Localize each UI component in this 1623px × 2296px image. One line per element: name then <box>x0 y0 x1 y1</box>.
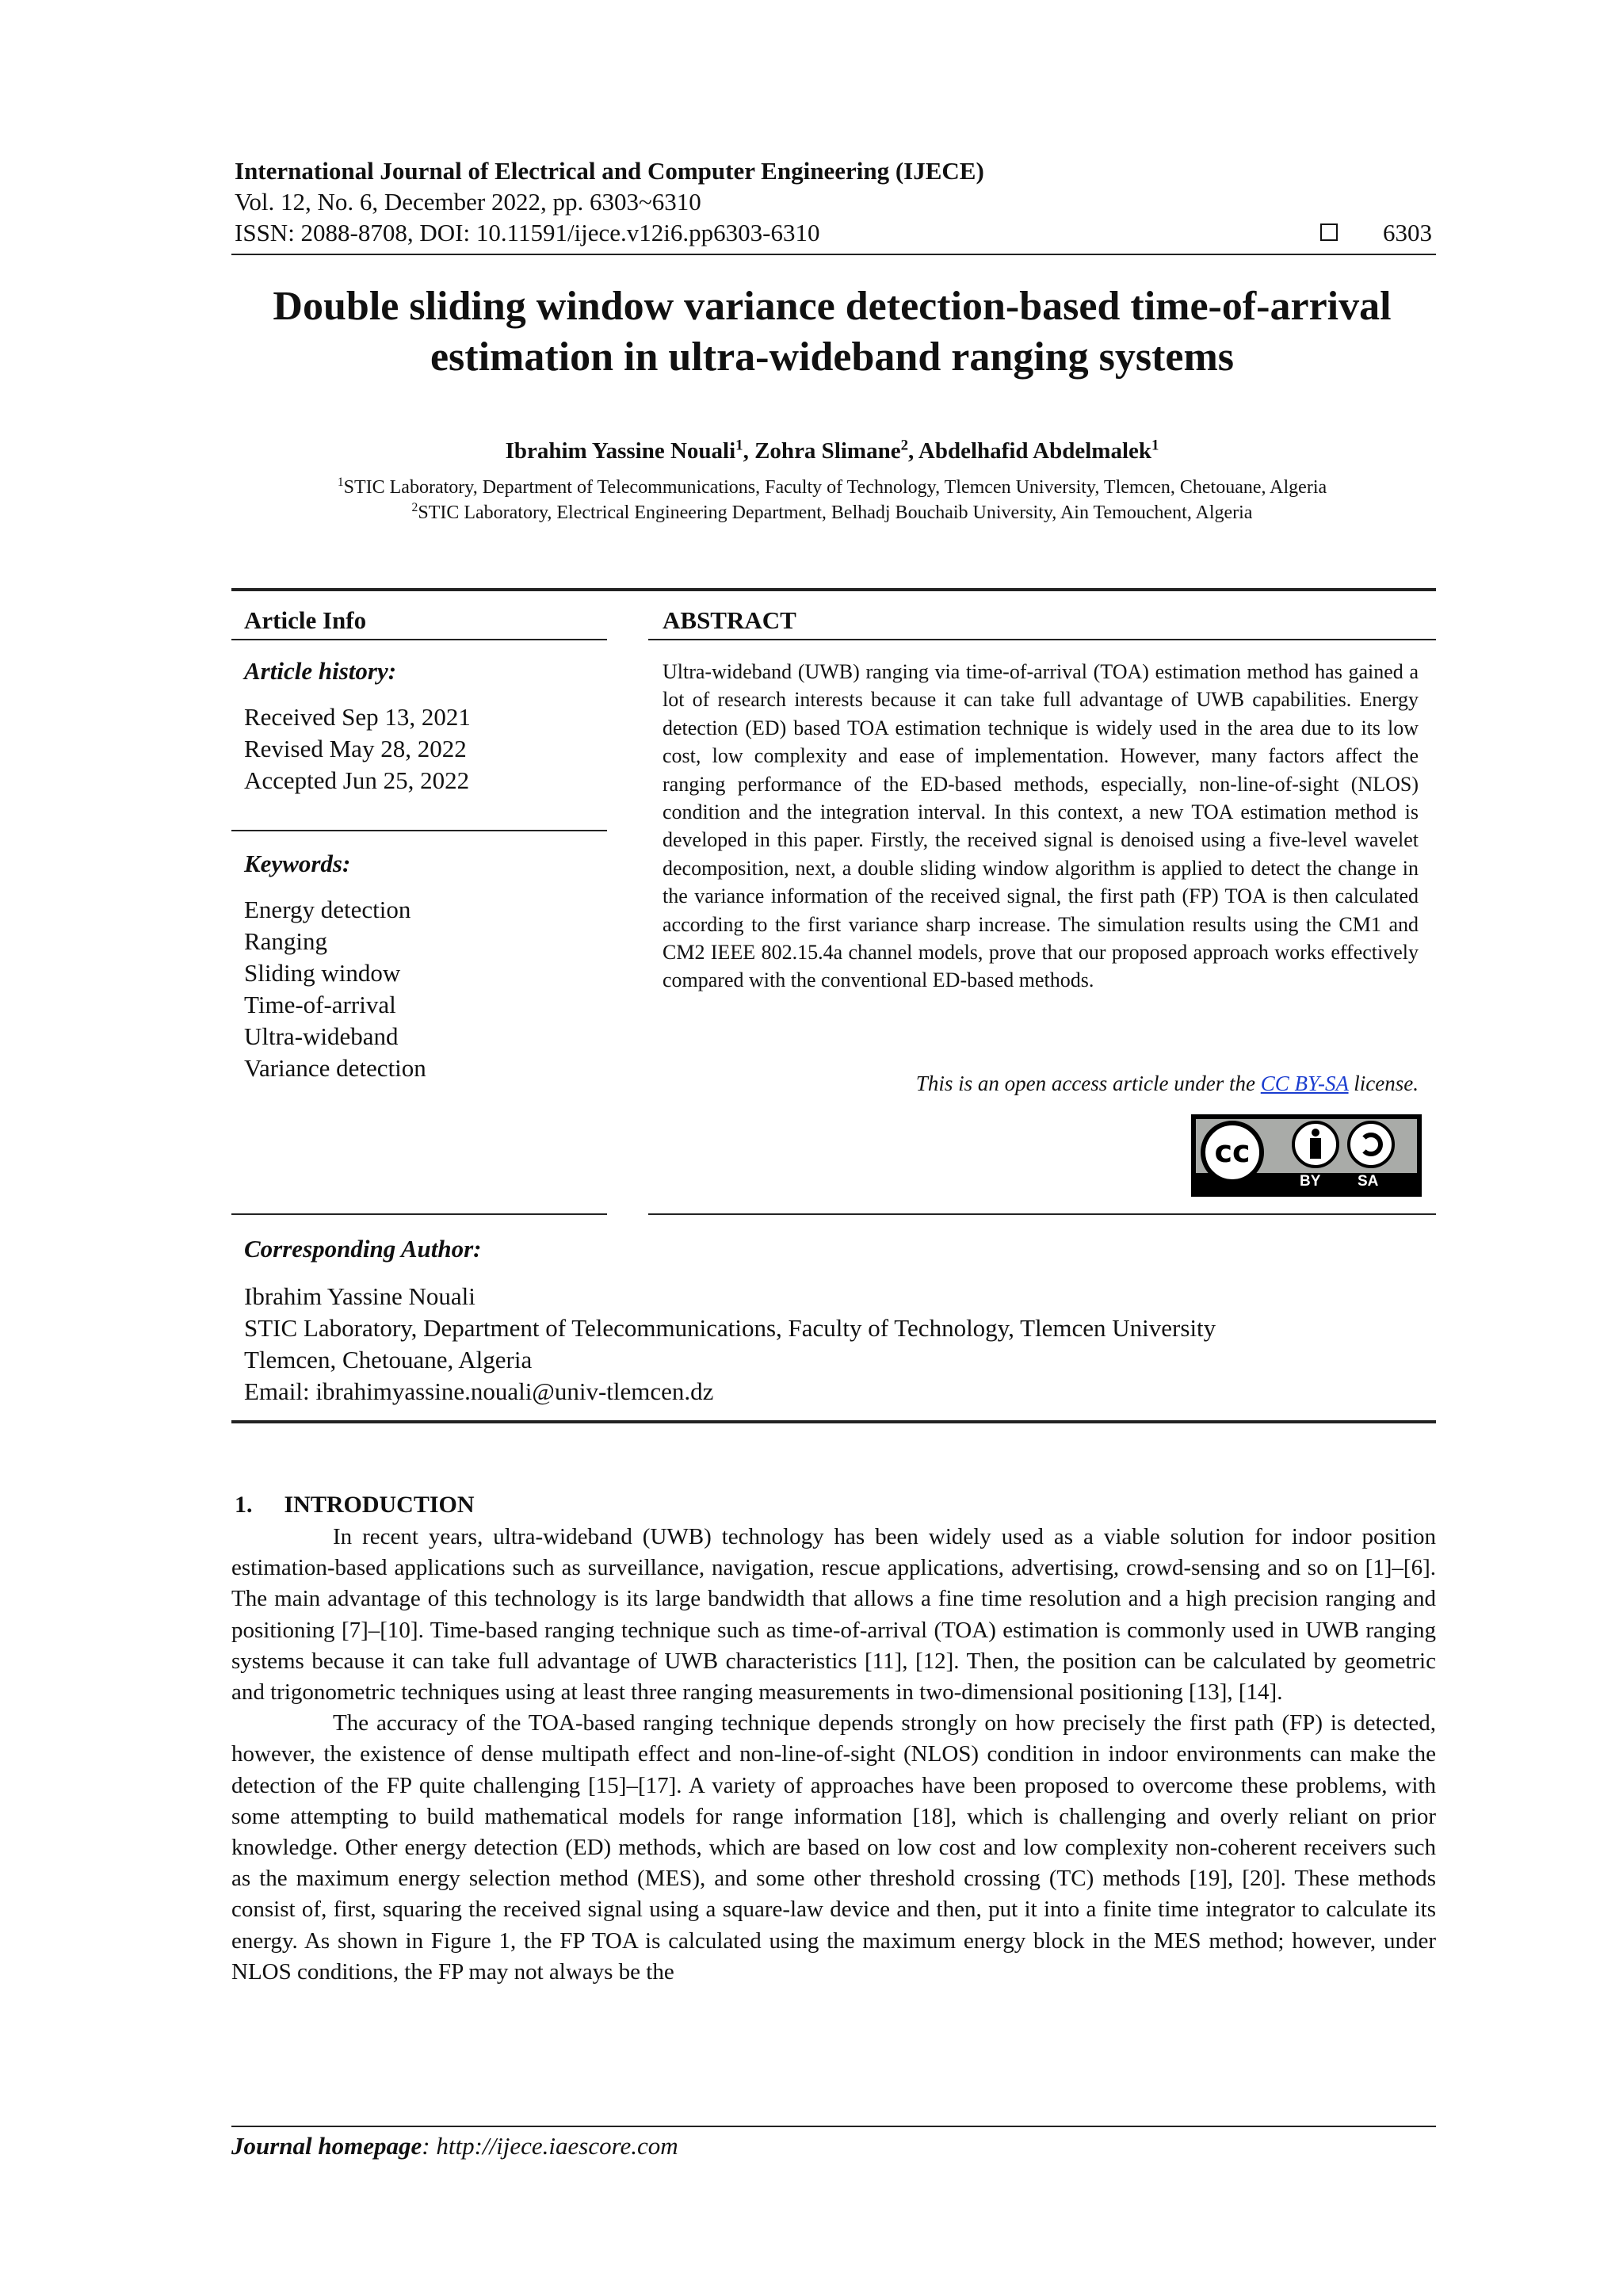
introduction-body <box>231 1522 1436 1988</box>
cc-icon <box>1201 1121 1264 1184</box>
license-prefix: This is an open access article under the <box>915 1072 1261 1095</box>
keyword: Energy detection <box>244 896 411 923</box>
by-icon-body <box>1310 1138 1321 1159</box>
affiliation-1 <box>174 476 1490 499</box>
license-link[interactable]: CC BY-SA <box>1260 1072 1349 1095</box>
author-name: Abdelhafid Abdelmalek <box>918 438 1152 464</box>
author-name: Zohra Slimane <box>754 438 901 464</box>
date-received: Received Sep 13, 2021 <box>244 703 471 731</box>
checkbox-icon <box>1320 223 1338 241</box>
keywords-heading: Keywords: <box>244 850 351 877</box>
abstract-heading: ABSTRACT <box>663 606 796 634</box>
section-heading <box>235 1492 475 1519</box>
keyword: Ultra-wideband <box>244 1022 399 1050</box>
footer-rule <box>231 2126 1436 2127</box>
affiliation-text: STIC Laboratory, Department of Telecommunications, Faculty of Technology, Tlemcen University, Tlemcen, Chetouane, Algeria <box>343 477 1327 498</box>
abstract-rule <box>648 639 1436 640</box>
author-aff: 2 <box>900 437 909 454</box>
corresponding-location: Tlemcen, Chetouane, Algeria <box>244 1346 533 1373</box>
volume-info: Vol. 12, No. 6, December 2022, pp. 6303~6310 <box>235 188 701 216</box>
paragraph: The accuracy of the TOA-based ranging technique depends strongly on how precisely the first path (FP) is detected, however, the existence of dense multipath effect and non-line-of-sight (NLOS) condition in indoor environments can make the detection of the FP quite challenging [15]–[17]. A variety of approaches have been proposed to overcome these problems, with some attempting to build mathematical models for range information [18], which is challenging and overly reliant on prior knowledge. Other energy detection (ED) methods, which are based on low cost and low complexity non-coherent receivers such as the maximum energy selection method (MES), and some other threshold crossing (TC) methods [19], [20]. These methods consist of, first, squaring the received signal using a square-law device and then, put it into a finite time integrator to calculate its energy. As shown in Figure 1, the FP TOA is calculated using the maximum energy block in the MES method; however, under NLOS conditions, the FP may not always be the <box>231 1710 1436 1985</box>
section-number: 1. <box>235 1492 253 1518</box>
issn-doi: ISSN: 2088-8708, DOI: 10.11591/ijece.v12i6.pp6303-6310 <box>235 219 820 246</box>
keywords-list <box>244 894 426 1084</box>
keyword: Sliding window <box>244 959 401 987</box>
keyword: Variance detection <box>244 1054 426 1082</box>
affiliation-2 <box>174 501 1490 525</box>
cc-icon-text: cc <box>1214 1134 1251 1169</box>
affiliation-text: STIC Laboratory, Electrical Engineering Department, Belhadj Bouchaib University, Ain Temouchent, Algeria <box>418 502 1253 523</box>
paper-title <box>174 281 1490 383</box>
article-info-bottom-rule <box>231 1213 607 1215</box>
corresponding-affiliation: STIC Laboratory, Department of Telecommunications, Faculty of Technology, Tlemcen University <box>244 1314 1216 1342</box>
article-info-heading: Article Info <box>244 606 367 634</box>
by-label: BY <box>1300 1173 1321 1190</box>
author-aff: 1 <box>1151 437 1159 454</box>
keyword: Ranging <box>244 927 328 955</box>
info-box-bottom-rule <box>231 1420 1436 1423</box>
homepage-url[interactable]: : http://ijece.iaescore.com <box>422 2132 678 2160</box>
paragraph: In recent years, ultra-wideband (UWB) technology has been widely used as a viable solution for indoor position estimation-based applications such as surveillance, navigation, rescue applications, advertising, crowd-sensing and so on [1]–[6]. The main advantage of this technology is its large bandwidth that allows a fine time resolution and a high precision ranging and positioning [7]–[10]. Time-based ranging technique such as time-of-arrival (TOA) estimation is commonly used in UWB ranging systems because it can take full advantage of UWB characteristics [11], [12]. Then, the position can be calculated by geometric and trigonometric techniques using at least three ranging measurements in two-dimensional positioning [13], [14]. <box>231 1524 1436 1706</box>
author-aff: 1 <box>735 437 743 454</box>
sa-icon <box>1347 1121 1395 1168</box>
corresponding-name: Ibrahim Yassine Nouali <box>244 1282 475 1310</box>
section-title: INTRODUCTION <box>284 1492 475 1518</box>
info-box-top-rule <box>231 588 1436 591</box>
journal-homepage <box>231 2132 678 2160</box>
title-line-1: Double sliding window variance detection-based time-of-arrival <box>273 284 1392 329</box>
article-history-heading: Article history: <box>244 657 397 685</box>
keywords-rule <box>231 830 607 831</box>
abstract-bottom-rule <box>648 1213 1436 1215</box>
by-icon-head <box>1312 1129 1319 1137</box>
cc-by-sa-badge[interactable] <box>1191 1114 1422 1197</box>
license-suffix: license. <box>1348 1072 1419 1095</box>
keyword: Time-of-arrival <box>244 991 396 1018</box>
header-rule <box>231 254 1436 255</box>
page-number: 6303 <box>1383 219 1432 246</box>
by-icon <box>1292 1121 1339 1168</box>
title-line-2: estimation in ultra-wideband ranging systems <box>430 334 1235 380</box>
homepage-label: Journal homepage <box>231 2132 422 2160</box>
license-note <box>663 1072 1419 1096</box>
affiliation-num: 2 <box>411 501 418 514</box>
article-info-rule <box>231 639 607 640</box>
abstract-text: Ultra-wideband (UWB) ranging via time-of-arrival (TOA) estimation method has gained a lot of research interests because it can take full advantage of UWB capabilities. Energy detection (ED) based TOA estimation technique is widely used in the area due to its low cost, low complexity and ease of implementation. However, many factors affect the ranging performance of the ED-based methods, especially, non-line-of-sight (NLOS) condition and the integration interval. In this context, a new TOA estimation method is developed in this paper. Firstly, the received signal is denoised using a five-level wavelet decomposition, next, a double sliding window algorithm is applied to detect the change in the variance information of the received signal, the first path (FP) TOA is then calculated according to the first variance sharp increase. The simulation results using the CM1 and CM2 IEEE 802.15.4a channel models, prove that our proposed approach works effectively compared with the conventional ED-based methods. <box>663 660 1419 992</box>
corresponding-heading: Corresponding Author: <box>244 1235 482 1263</box>
date-accepted: Accepted Jun 25, 2022 <box>244 766 470 794</box>
corresponding-email: Email: ibrahimyassine.nouali@univ-tlemcen.dz <box>244 1377 714 1405</box>
affiliation-num: 1 <box>337 476 344 489</box>
sa-label: SA <box>1358 1173 1379 1190</box>
sa-icon-arrow <box>1359 1133 1383 1156</box>
journal-name: International Journal of Electrical and Computer Engineering (IJECE) <box>235 157 984 185</box>
date-revised: Revised May 28, 2022 <box>244 735 467 762</box>
author-name: Ibrahim Yassine Nouali <box>505 438 736 464</box>
author-list: Ibrahim Yassine Nouali$^1$, Zohra Slimane$^2$, Abdelhafid Abdelmalek$^1$ <box>505 437 1159 464</box>
